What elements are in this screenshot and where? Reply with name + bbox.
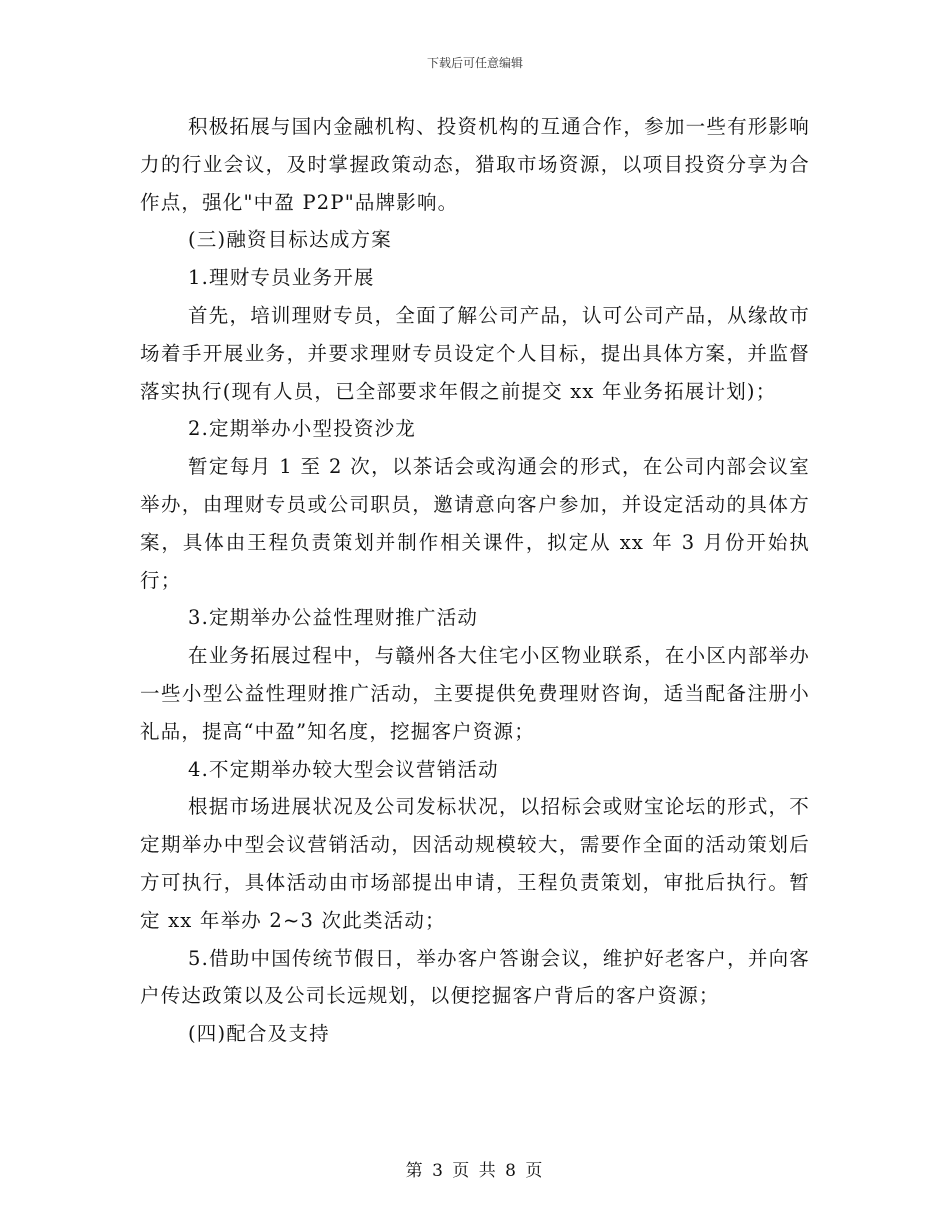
page-number: 第 3 页 共 8 页 bbox=[405, 1161, 545, 1181]
paragraph-cooperation: 积极拓展与国内金融机构、投资机构的互通合作，参加一些有形影响力的行业会议，及时掌握政策动态，猎取市场资源，以项目投资分享为合作点，强化"中盈 P2P"品牌影响。 bbox=[140, 115, 810, 214]
section-heading-financing-plan: (三)融资目标达成方案 bbox=[188, 228, 392, 252]
paragraph-item-3: 在业务拓展过程中，与赣州各大住宅小区物业联系，在小区内部举办一些小型公益性理财推广活动，主要提供免费理财咨询，适当配备注册小礼品，提高“中盈”知名度，挖掘客户资源； bbox=[140, 644, 810, 743]
paragraph-item-1: 首先，培训理财专员，全面了解公司产品，认可公司产品，从缘故市场着手开展业务，并要求理财专员设定个人目标，提出具体方案，并监督落实执行(现有人员，已全部要求年假之前提交 xx 年业务拓展计划)； bbox=[140, 303, 810, 403]
paragraph-item-2: 暂定每月 1 至 2 次，以茶话会或沟通会的形式，在公司内部会议室举办，由理财专员或公司职员，邀请意向客户参加，并设定活动的具体方案，具体由王程负责策划并制作相关课件，拟定从 xx 年 3 月份开始执行； bbox=[140, 455, 810, 592]
item-heading-4: 4.不定期举办较大型会议营销活动 bbox=[188, 757, 499, 781]
document-body bbox=[140, 108, 810, 1053]
paragraph-item-4: 根据市场进展状况及公司发标状况，以招标会或财宝论坛的形式，不定期举办中型会议营销活动，因活动规模较大，需要作全面的活动策划后方可执行，具体活动由市场部提出申请，王程负责策划，审批后执行。暂定 xx 年举办 2~3 次此类活动； bbox=[140, 795, 810, 932]
section-heading-support: (四)配合及支持 bbox=[188, 1022, 330, 1046]
item-heading-3: 3.定期举办公益性理财推广活动 bbox=[188, 606, 479, 630]
paragraph-item-5: 5.借助中国传统节假日，举办客户答谢会议，维护好老客户，并向客户传达政策以及公司长远规划，以便挖掘客户背后的客户资源； bbox=[140, 946, 810, 1008]
item-heading-1: 1.理财专员业务开展 bbox=[188, 266, 375, 290]
item-heading-2: 2.定期举办小型投资沙龙 bbox=[188, 417, 417, 441]
header-note: 下载后可任意编辑 bbox=[426, 56, 523, 70]
